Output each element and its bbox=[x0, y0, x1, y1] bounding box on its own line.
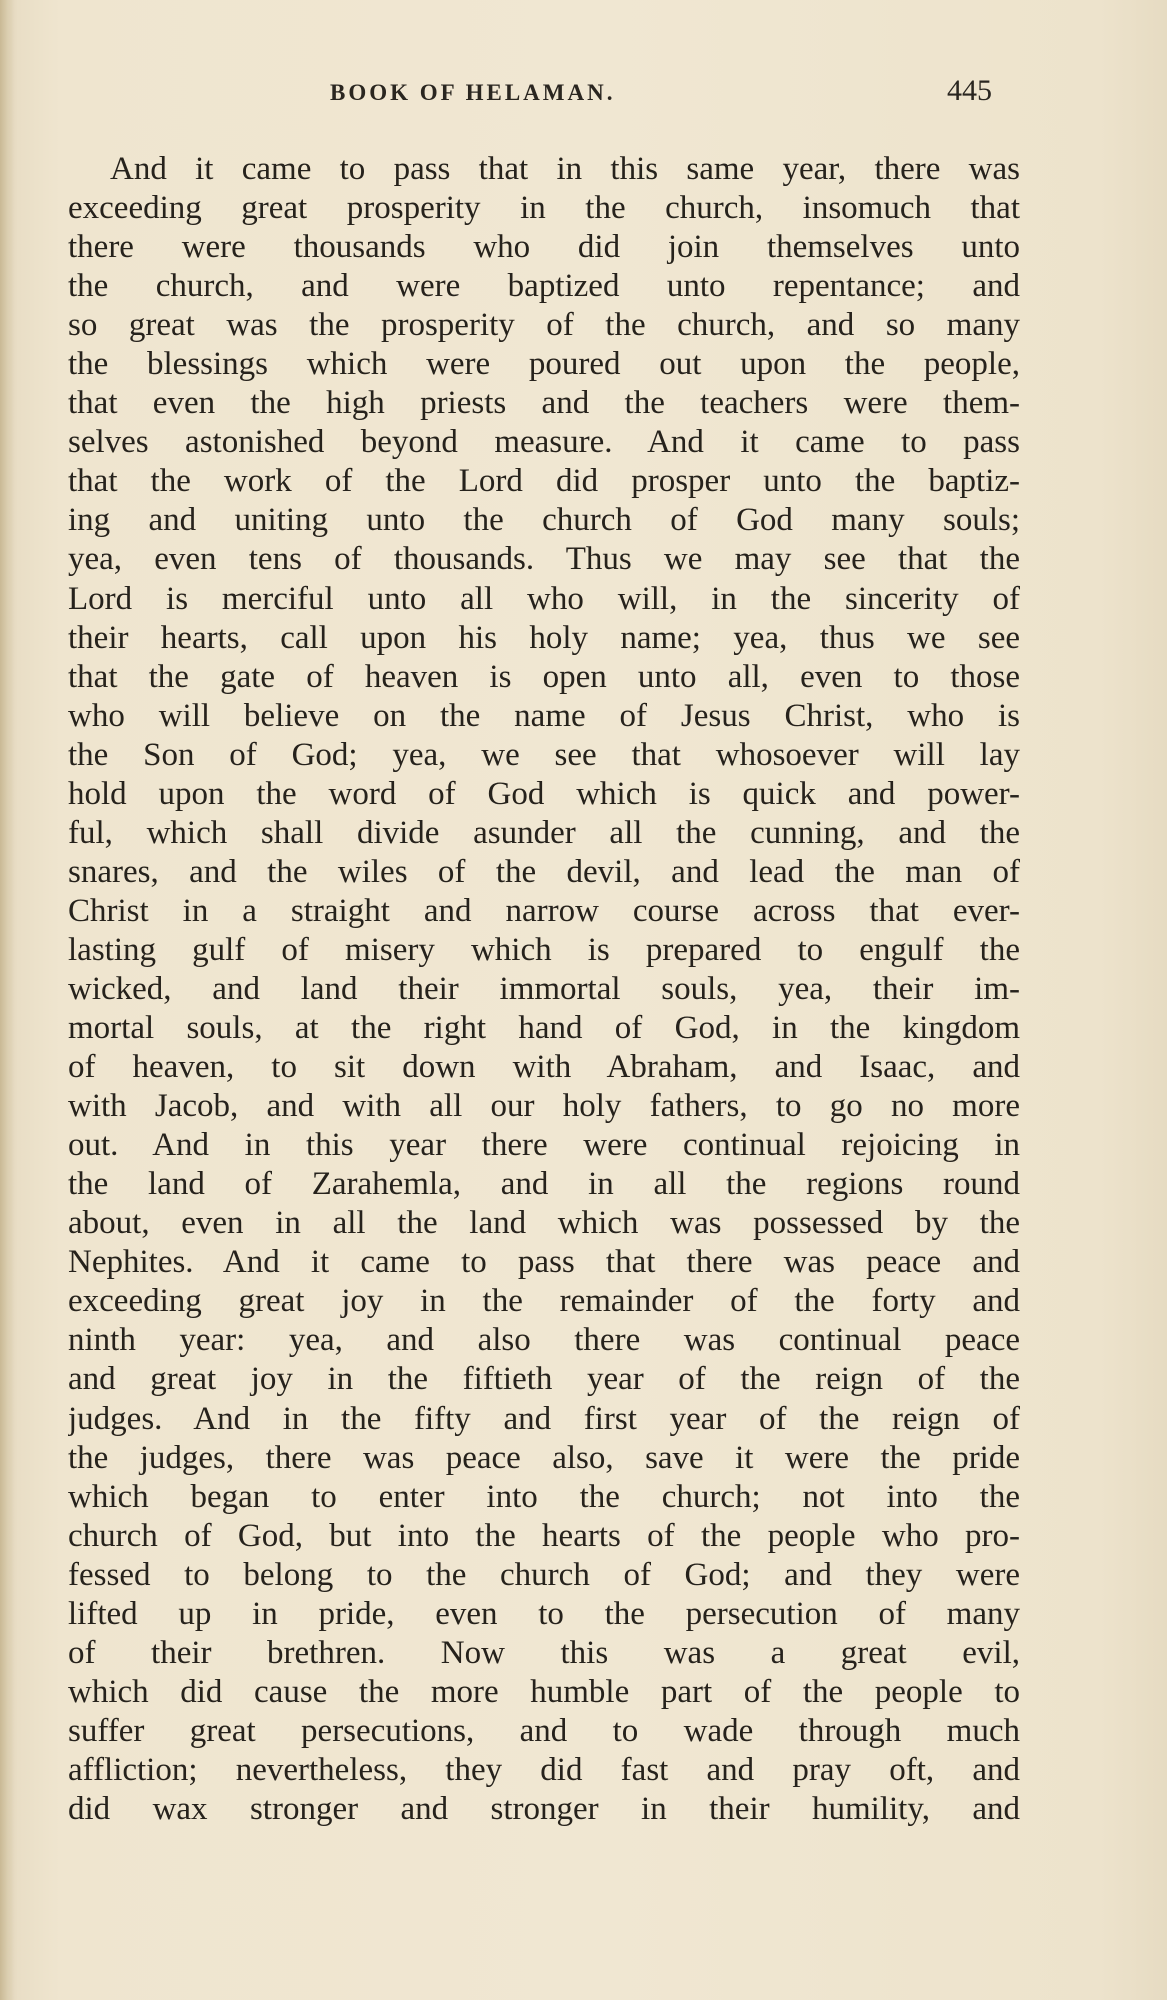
body-text bbox=[68, 150, 1020, 1829]
text-line: out. And in this year there were continual rejoicing in bbox=[68, 1127, 1020, 1164]
text-line: wicked, and land their immortal souls, yea, their im- bbox=[68, 970, 1020, 1007]
text-line: the land of Zarahemla, and in all the regions round bbox=[68, 1166, 1020, 1203]
text-line: suffer great persecutions, and to wade through much bbox=[68, 1712, 1020, 1749]
text-line: selves astonished beyond measure. And it came to pass bbox=[68, 424, 1020, 461]
text-line: ing and uniting unto the church of God many souls; bbox=[68, 502, 1020, 539]
text-line: yea, even tens of thousands. Thus we may see that the bbox=[68, 541, 1020, 578]
page-number: 445 bbox=[947, 74, 992, 107]
text-line: And it came to pass that in this same year, there was bbox=[110, 151, 1020, 187]
text-line: lasting gulf of misery which is prepared to engulf the bbox=[68, 931, 1020, 968]
text-line: that the work of the Lord did prosper unto the baptiz- bbox=[68, 463, 1020, 500]
text-line: the judges, there was peace also, save it were the pride bbox=[68, 1439, 1020, 1476]
text-line: affliction; nevertheless, they did fast and pray oft, and bbox=[68, 1751, 1020, 1788]
text-line: ful, which shall divide asunder all the cunning, and the bbox=[68, 814, 1020, 851]
text-line: their hearts, call upon his holy name; yea, thus we see bbox=[68, 619, 1020, 656]
text-line: that even the high priests and the teachers were them- bbox=[68, 385, 1020, 422]
text-line: judges. And in the fifty and first year of the reign of bbox=[68, 1400, 1020, 1437]
text-line: the blessings which were poured out upon the people, bbox=[68, 346, 1020, 383]
text-line: ninth year: yea, and also there was continual peace bbox=[68, 1322, 1020, 1359]
text-line: that the gate of heaven is open unto all, even to those bbox=[68, 658, 1020, 695]
text-line: exceeding great joy in the remainder of the forty and bbox=[68, 1283, 1020, 1320]
text-line: which began to enter into the church; not into the bbox=[68, 1478, 1020, 1515]
text-line: Christ in a straight and narrow course across that ever- bbox=[68, 892, 1020, 929]
text-line: who will believe on the name of Jesus Christ, who is bbox=[68, 697, 1020, 734]
page-edge-shadow bbox=[0, 0, 14, 2000]
text-line: with Jacob, and with all our holy fathers, to go no more bbox=[68, 1088, 1020, 1125]
text-line: of heaven, to sit down with Abraham, and Isaac, and bbox=[68, 1049, 1020, 1086]
text-line: did wax stronger and stronger in their humility, and bbox=[68, 1790, 1020, 1827]
text-line: Lord is merciful unto all who will, in the sincerity of bbox=[68, 580, 1020, 617]
book-title: BOOK OF HELAMAN. bbox=[330, 80, 616, 105]
text-line: mortal souls, at the right hand of God, in the kingdom bbox=[68, 1010, 1020, 1047]
text-line: church of God, but into the hearts of the people who pro- bbox=[68, 1517, 1020, 1554]
text-line: hold upon the word of God which is quick and power- bbox=[68, 775, 1020, 812]
text-line: which did cause the more humble part of the people to bbox=[68, 1673, 1020, 1710]
text-line: so great was the prosperity of the church, and so many bbox=[68, 307, 1020, 344]
text-line: and great joy in the fiftieth year of the reign of the bbox=[68, 1361, 1020, 1398]
text-line: the church, and were baptized unto repentance; and bbox=[68, 268, 1020, 305]
text-line: about, even in all the land which was possessed by the bbox=[68, 1205, 1020, 1242]
text-line: snares, and the wiles of the devil, and lead the man of bbox=[68, 853, 1020, 890]
running-head bbox=[0, 74, 1167, 114]
text-line: exceeding great prosperity in the church, insomuch that bbox=[68, 190, 1020, 227]
text-line: lifted up in pride, even to the persecution of many bbox=[68, 1595, 1020, 1632]
text-line: Nephites. And it came to pass that there was peace and bbox=[68, 1244, 1020, 1281]
text-line: there were thousands who did join themselves unto bbox=[68, 229, 1020, 266]
text-line: the Son of God; yea, we see that whosoever will lay bbox=[68, 736, 1020, 773]
text-line: fessed to belong to the church of God; and they were bbox=[68, 1556, 1020, 1593]
text-line: of their brethren. Now this was a great evil, bbox=[68, 1634, 1020, 1671]
